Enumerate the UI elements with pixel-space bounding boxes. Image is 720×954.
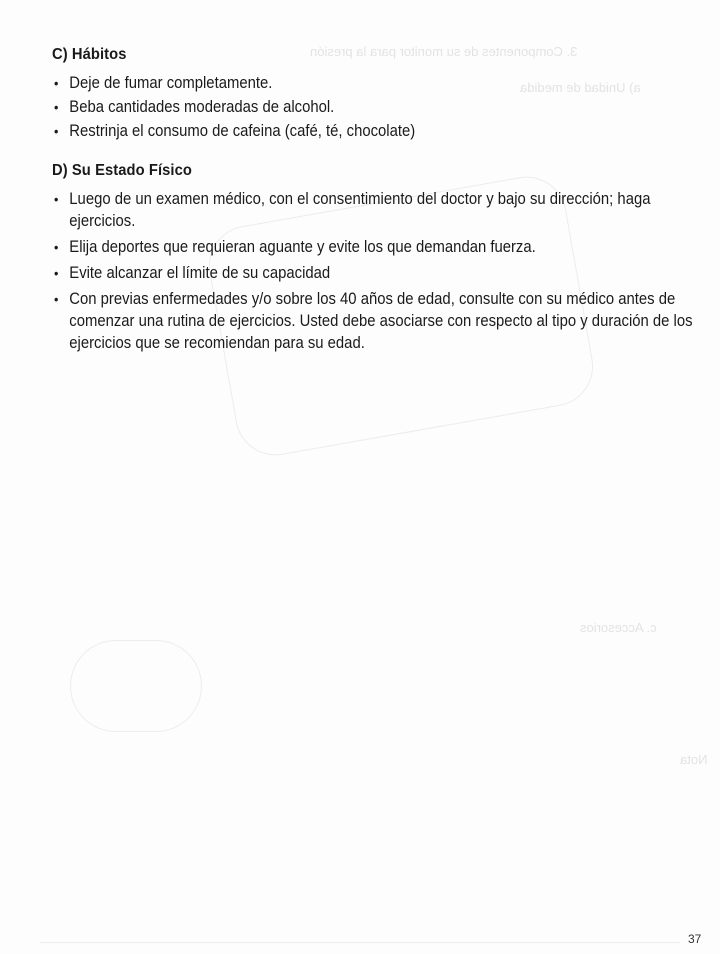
section-heading-habits: C) Hábitos	[52, 46, 127, 63]
list-item	[54, 236, 699, 258]
bullet-icon: •	[54, 239, 59, 255]
list-item-text: Con previas enfermedades y/o sobre los 40 años de edad, consulte con su médico antes de comenzar una rutina de ejercicios. Usted debe asociarse con respecto al tipo y duración de los ejercicios que se recomiendan para su edad.	[69, 290, 693, 352]
footer-rule	[40, 942, 680, 943]
bullet-icon: •	[54, 265, 59, 281]
list-item-text: Luego de un examen médico, con el consentimiento del doctor y bajo su dirección; haga ejercicios.	[69, 190, 651, 230]
bullet-icon: •	[54, 75, 59, 91]
list-item	[54, 72, 699, 94]
list-item	[54, 262, 699, 284]
page-number: 37	[688, 932, 702, 946]
list-item	[54, 120, 699, 142]
bleed-through-cuff-outline	[70, 640, 202, 732]
bullet-icon: •	[54, 291, 59, 307]
bleed-through-text: a) Unidad de medida	[520, 80, 641, 95]
list-item-text: Restrinja el consumo de cafeina (café, té, chocolate)	[69, 122, 416, 140]
bleed-through-text: 3. Componentes de su monitor para la presión	[310, 44, 578, 59]
list-item-text: Elija deportes que requieran aguante y evite los que demandan fuerza.	[69, 238, 536, 256]
list-item	[54, 188, 699, 232]
list-item	[54, 288, 699, 354]
bleed-through-text: c. Accesorios	[580, 620, 657, 635]
list-item	[54, 96, 699, 118]
list-item-text: Beba cantidades moderadas de alcohol.	[69, 98, 335, 116]
bullet-icon: •	[54, 191, 59, 207]
list-item-text: Evite alcanzar el límite de su capacidad	[69, 264, 331, 282]
section-heading-physical-state: D) Su Estado Físico	[52, 162, 192, 179]
habits-list	[54, 72, 720, 144]
bullet-icon: •	[54, 123, 59, 139]
bleed-through-text: Nota	[680, 752, 708, 767]
physical-state-list	[54, 188, 720, 358]
list-item-text: Deje de fumar completamente.	[69, 74, 273, 92]
bullet-icon: •	[54, 99, 59, 115]
